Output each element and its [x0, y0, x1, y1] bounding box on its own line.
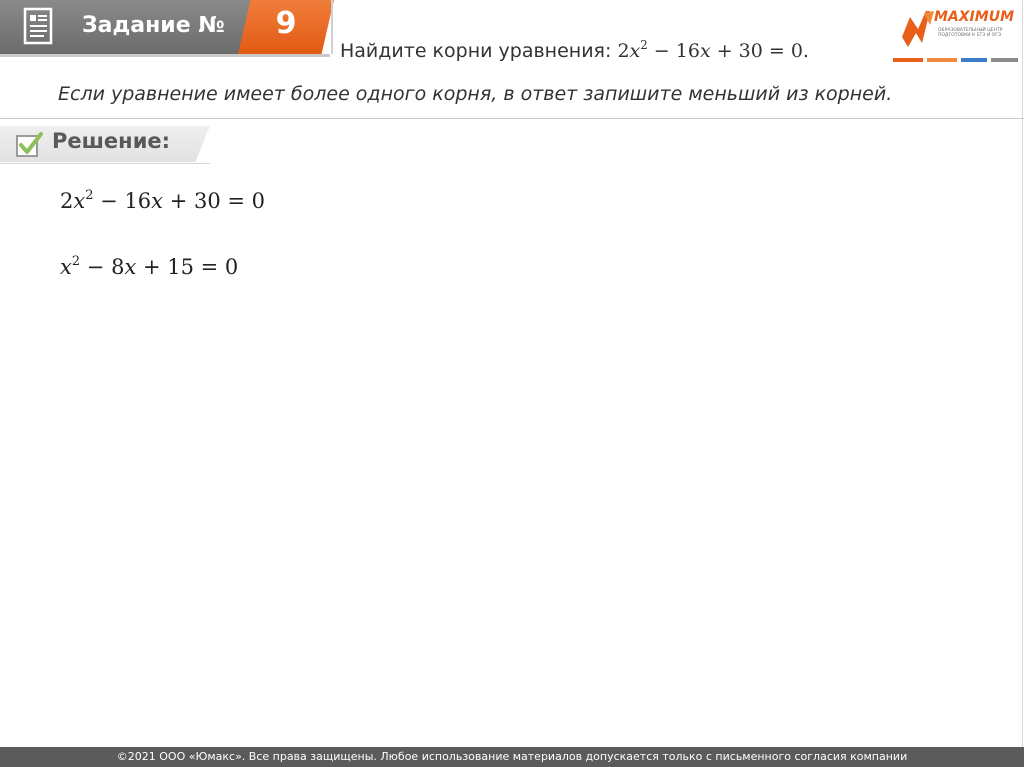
instruction-text: Если уравнение имеет более одного корня, в ответ запишите меньший из корней. — [58, 83, 893, 105]
header-underline — [0, 54, 330, 57]
solution-label: Решение: — [52, 129, 171, 153]
document-icon — [22, 6, 56, 46]
logo-subtitle: ОБРАЗОВАТЕЛЬНЫЙ ЦЕНТР ПОДГОТОВКИ К ЕГЭ И ОГЭ — [938, 28, 1003, 38]
task-prefix: Найдите корни уравнения: — [340, 40, 618, 62]
solution-equation-2: $x^2 - 8x + 15 = 0$ — [60, 253, 239, 279]
task-statement — [340, 37, 809, 62]
copyright-text: ©2021 ООО «Юмакс». Все права защищены. Любое использование материалов допускается только с письменного согласия компании — [116, 750, 908, 763]
section-divider — [0, 118, 1024, 119]
solution-equation-1: $2x^2 - 16x + 30 = 0$ — [60, 187, 265, 213]
header-separator — [331, 0, 333, 54]
checkmark-icon — [14, 130, 44, 160]
solution-underline — [0, 163, 210, 164]
task-label: Задание № — [82, 13, 225, 38]
task-number: 9 — [275, 6, 297, 41]
task-equation: $2x^2 - 16x + 30 = 0$. — [617, 37, 809, 62]
logo-color-bars — [893, 58, 1018, 62]
logo-name: MAXIMUM — [934, 9, 1015, 25]
